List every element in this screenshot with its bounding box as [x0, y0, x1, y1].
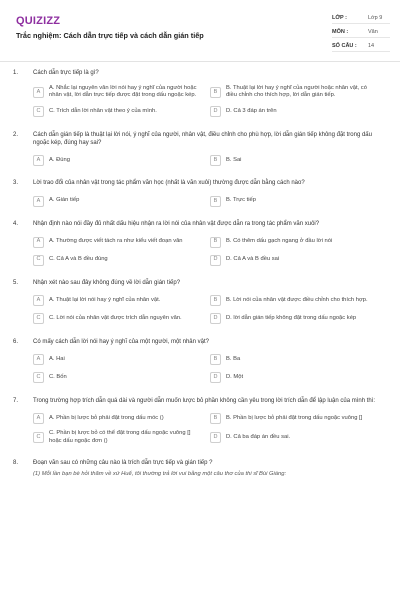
option-letter: D — [210, 372, 221, 383]
question-number: 2. — [13, 131, 19, 138]
option-text: C. Trích dẫn lời nhân vật theo ý của mình. — [49, 108, 157, 115]
answer-options — [33, 85, 375, 118]
option-letter: A — [33, 295, 44, 306]
option-a[interactable] — [33, 85, 198, 100]
option-text: C. Bốn — [49, 373, 67, 380]
option-b[interactable] — [210, 412, 375, 424]
option-b[interactable] — [210, 154, 375, 166]
quizizz-logo: QUIZIZZ — [16, 15, 61, 27]
question-number: 8. — [13, 459, 19, 466]
question-number: 5. — [13, 280, 19, 287]
option-letter: C — [33, 255, 44, 266]
option-letter: D — [210, 106, 221, 117]
option-text: A. Thuật lại lời nói hay ý nghĩ của nhân vật. — [49, 297, 161, 304]
question-6 — [0, 339, 400, 384]
option-text: A. Hai — [49, 355, 65, 362]
question-text: Trong trường hợp trích dẫn quá dài và người dẫn muốn lược bỏ phần không cần yêu trong lời trích dẫn để lập luận của mình thì: — [33, 397, 376, 404]
option-letter: C — [33, 313, 44, 324]
option-text: B. Phần bị lược bỏ phải đặt trong dấu ngoặc vuông [] — [226, 414, 363, 421]
option-c[interactable] — [33, 430, 198, 445]
option-text: D. Một — [226, 373, 244, 380]
option-d[interactable] — [210, 313, 375, 325]
option-text: B. Trực tiếp — [226, 197, 256, 204]
option-text: A. Đúng — [49, 156, 70, 163]
option-text: B. Thuật lại lời hay ý nghĩ của người hoặc nhân vật, có điều chỉnh cho thích hợp, lời dẫn gián tiếp. — [226, 84, 367, 99]
option-letter: A — [33, 87, 44, 98]
option-text: A. Gián tiếp — [49, 197, 80, 204]
option-letter: B — [210, 413, 221, 424]
option-text: B. Sai — [226, 156, 242, 163]
option-letter: B — [210, 295, 221, 306]
question-text: Đoạn văn sau có những câu nào là trích dẫn trực tiếp và gián tiếp ? — [33, 459, 213, 466]
option-b[interactable] — [210, 354, 375, 366]
question-number: 4. — [13, 221, 19, 228]
option-letter: B — [210, 237, 221, 248]
option-text: D. Cả ba đáp án đều sai. — [226, 434, 291, 441]
question-number: 3. — [13, 180, 19, 187]
question-1 — [0, 70, 400, 118]
option-letter: D — [210, 255, 221, 266]
option-letter: A — [33, 155, 44, 166]
option-d[interactable] — [210, 430, 375, 445]
option-letter: D — [210, 313, 221, 324]
question-5 — [0, 280, 400, 325]
option-b[interactable] — [210, 85, 375, 100]
option-b[interactable] — [210, 236, 375, 248]
option-letter: B — [210, 87, 221, 98]
option-letter: A — [33, 354, 44, 365]
page-title: Trắc nghiệm: Cách dẫn trực tiếp và cách dẫn gián tiếp — [16, 31, 204, 40]
option-a[interactable] — [33, 295, 198, 307]
question-7 — [0, 398, 400, 446]
option-text: A. Thường được viết tách ra như kiểu viết đoạn văn — [49, 238, 183, 245]
meta-row-grade — [332, 14, 390, 24]
question-number: 1. — [13, 70, 19, 76]
question-text: Lời trao đổi của nhân vật trong tác phẩm văn học (nhất là văn xuôi) thường được dẫn bằng cách nào? — [33, 180, 305, 187]
option-text: D. Cả 3 đáp án trên — [226, 108, 277, 115]
option-a[interactable] — [33, 412, 198, 424]
option-b[interactable] — [210, 195, 375, 207]
option-a[interactable] — [33, 354, 198, 366]
option-d[interactable] — [210, 372, 375, 384]
option-text: B. Ba — [226, 355, 241, 362]
answer-options — [33, 295, 375, 325]
meta-value: 14 — [368, 43, 375, 49]
option-letter: C — [33, 432, 44, 443]
option-letter: A — [33, 196, 44, 207]
option-text: D. Cả A và B đều sai — [226, 256, 280, 263]
option-text: A. Phần bị lược bỏ phải đặt trong dấu móc () — [49, 414, 164, 421]
option-b[interactable] — [210, 295, 375, 307]
meta-key: MÔN : — [332, 29, 349, 35]
option-c[interactable] — [33, 313, 198, 325]
question-text: Có mấy cách dẫn lời nói hay ý nghĩ của một người, một nhân vật? — [33, 338, 209, 345]
question-4 — [0, 221, 400, 266]
meta-row-subject — [332, 28, 390, 38]
question-8 — [0, 460, 400, 479]
option-letter: A — [33, 413, 44, 424]
option-letter: C — [33, 372, 44, 383]
question-text: Nhận xét nào sau đây không đúng về lời dẫn gián tiếp? — [33, 280, 181, 287]
option-c[interactable] — [33, 106, 198, 118]
option-a[interactable] — [33, 195, 198, 207]
question-3 — [0, 180, 400, 207]
meta-value: Văn — [368, 29, 378, 35]
quoted-passage: (1) Mỗi lần bạn bè hỏi thăm về xứ Huế, tôi thường trả lời vui bằng một câu thơ của thi sĩ Bùi Giáng: — [33, 471, 287, 478]
worksheet-header — [0, 0, 400, 62]
option-c[interactable] — [33, 254, 198, 266]
meta-key: LỚP : — [332, 15, 347, 21]
option-d[interactable] — [210, 106, 375, 118]
option-c[interactable] — [33, 372, 198, 384]
meta-value: Lớp 9 — [368, 15, 383, 21]
question-text: Cách dẫn trực tiếp là gì? — [33, 70, 99, 76]
question-text: Nhận định nào nói đầy đủ nhất dấu hiệu nhận ra lời nói của nhân vật được dẫn ra trong tác phẩm văn xuôi? — [33, 221, 320, 228]
answer-options — [33, 236, 375, 266]
option-text: A. Nhắc lại nguyên văn lời nói hay ý nghĩ của người hoặc nhân vật, lời dẫn trực tiếp được đặt trong dấu ngoặc kép. — [49, 84, 197, 99]
option-letter: D — [210, 432, 221, 443]
option-a[interactable] — [33, 236, 198, 248]
answer-options — [33, 412, 375, 445]
option-text: B. Lời nói của nhân vật được điều chỉnh cho thích hợp. — [226, 297, 368, 304]
question-text: Cách dẫn gián tiếp là thuật lại lời nói, ý nghĩ của người, nhân vật, điều chỉnh cho phù hợp, lời dẫn gián tiếp không đặt trong dấu ngoặc kép, đúng hay sai? — [33, 131, 372, 146]
option-a[interactable] — [33, 154, 198, 166]
answer-options — [33, 154, 375, 166]
meta-row-count — [332, 42, 390, 52]
question-number: 7. — [13, 397, 19, 404]
option-letter: B — [210, 196, 221, 207]
option-text: C. Lời nói của nhân vật được trích dẫn nguyên văn. — [49, 315, 182, 322]
option-text: D. lời dẫn gián tiếp không đặt trong dấu ngoặc kép — [226, 315, 357, 322]
meta-key: SỐ CÂU : — [332, 43, 357, 49]
answer-options — [33, 195, 375, 207]
answer-options — [33, 354, 375, 384]
option-text: B. Có thêm dấu gạch ngang ở đầu lời nói — [226, 238, 333, 245]
option-letter: A — [33, 237, 44, 248]
question-number: 6. — [13, 338, 19, 345]
question-2 — [0, 132, 400, 167]
option-d[interactable] — [210, 254, 375, 266]
option-letter: B — [210, 354, 221, 365]
option-letter: B — [210, 155, 221, 166]
meta-info — [332, 14, 390, 56]
option-text: C. Phần bị lược bỏ có thể đặt trong dấu ngoặc vuông [] hoặc dấu ngoặc đơn () — [49, 430, 191, 444]
question-list — [0, 70, 400, 493]
option-letter: C — [33, 106, 44, 117]
option-text: C. Cả A và B đều đúng — [49, 256, 108, 263]
